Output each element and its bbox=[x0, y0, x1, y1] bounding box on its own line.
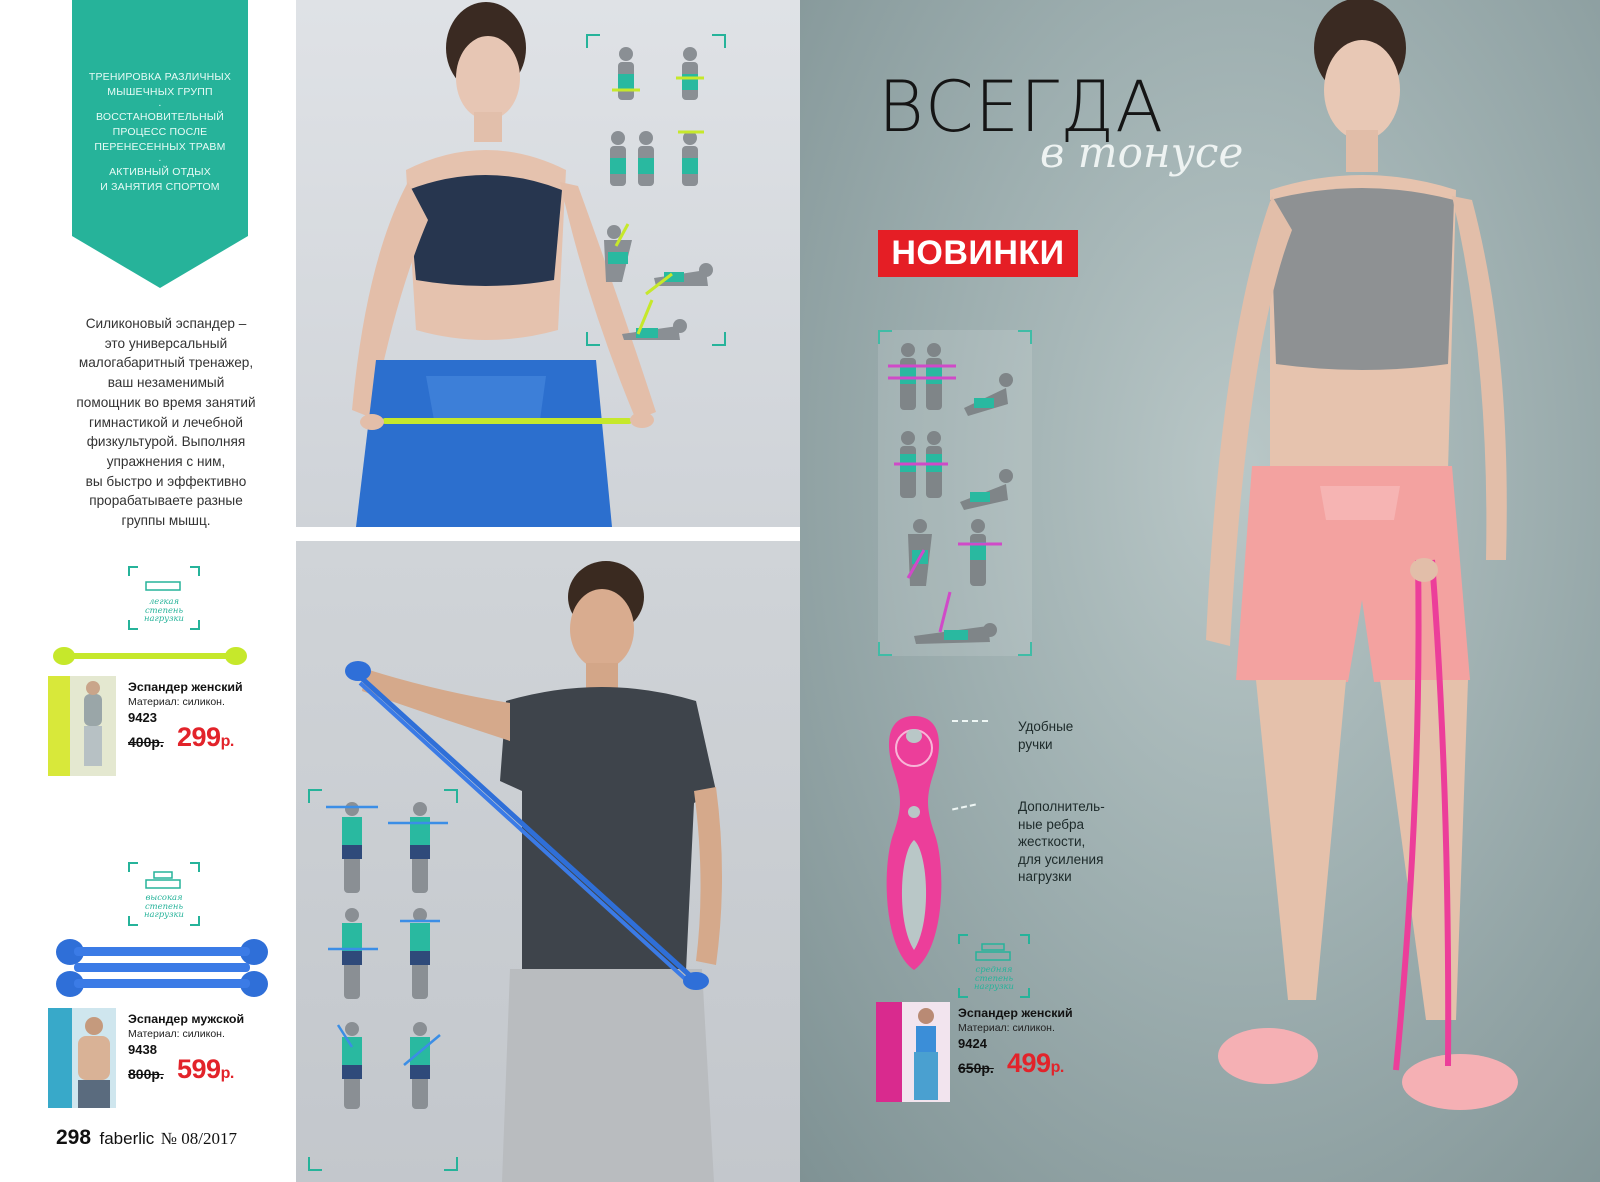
woman-lime-photo bbox=[296, 0, 800, 527]
product-thumbnail bbox=[876, 1002, 950, 1102]
callout-text: жесткости, bbox=[1018, 834, 1086, 849]
price-currency: р. bbox=[220, 733, 234, 750]
callout-handles bbox=[1018, 718, 1073, 753]
product-material: Материал: силикон. bbox=[958, 1022, 1055, 1034]
new-items-badge: НОВИНКИ bbox=[878, 230, 1078, 277]
old-price: 400р. bbox=[128, 734, 164, 750]
weight-icon bbox=[974, 942, 1014, 964]
description-line: ваш незаменимый bbox=[107, 375, 225, 391]
level-label: нагрузки bbox=[974, 981, 1014, 992]
brand-name: faberlic bbox=[99, 1129, 155, 1148]
level-label: степень bbox=[974, 972, 1013, 983]
old-price: 650р. bbox=[958, 1060, 994, 1076]
product-code: 9424 bbox=[958, 1036, 987, 1051]
price-value: 599 bbox=[177, 1054, 221, 1084]
level-label: нагрузки bbox=[144, 613, 184, 624]
product-card[interactable] bbox=[876, 1002, 1116, 1102]
product-material: Материал: силикон. bbox=[128, 696, 225, 708]
level-label: средняя bbox=[975, 964, 1013, 974]
product-name: Эспандер женский bbox=[958, 1006, 1073, 1020]
bullet-dot: · bbox=[158, 99, 162, 111]
product-card[interactable] bbox=[48, 1008, 288, 1108]
weight-icon bbox=[144, 870, 184, 892]
left-column bbox=[0, 0, 292, 1182]
pink-expander-image bbox=[880, 712, 948, 974]
price-value: 499 bbox=[1007, 1048, 1051, 1078]
description-line: это универсальный bbox=[104, 335, 228, 351]
benefit-line: АКТИВНЫЙ ОТДЫХ bbox=[109, 166, 211, 178]
description-line: помощник во время занятий bbox=[76, 394, 256, 410]
callout-text: для усиления bbox=[1018, 851, 1104, 867]
callout-text: Удобные bbox=[1018, 719, 1074, 734]
product-thumbnail bbox=[48, 1008, 116, 1108]
load-level-light-badge bbox=[128, 566, 200, 630]
product-card[interactable] bbox=[48, 676, 288, 776]
product-name: Эспандер мужской bbox=[128, 1012, 245, 1026]
callout-text: ные ребра bbox=[1018, 816, 1085, 832]
price-value: 299 bbox=[177, 722, 221, 752]
exercise-figures bbox=[586, 34, 726, 346]
bullet-dot: · bbox=[158, 154, 162, 166]
callout-line bbox=[952, 720, 988, 722]
callout-ribs bbox=[1018, 798, 1105, 886]
price-currency: р. bbox=[1050, 1059, 1064, 1076]
level-label: легкая bbox=[148, 596, 180, 606]
benefits-banner bbox=[72, 0, 248, 288]
exercise-guide-blue bbox=[308, 789, 458, 1171]
issue-number: № 08/2017 bbox=[160, 1129, 237, 1148]
price-currency: р. bbox=[220, 1065, 234, 1082]
description-line: прорабатываете разные bbox=[89, 493, 243, 509]
benefit-line: ПЕРЕНЕСЕННЫХ ТРАВМ bbox=[94, 141, 226, 153]
new-price bbox=[177, 1054, 234, 1085]
exercise-guide-pink bbox=[878, 330, 1032, 656]
new-price bbox=[1007, 1048, 1064, 1079]
description-line: Силиконовый эспандер – bbox=[85, 316, 247, 331]
description-line: вы быстро и эффективно bbox=[85, 473, 247, 489]
callout-text: ручки bbox=[1018, 736, 1053, 752]
level-label: степень bbox=[144, 900, 183, 911]
headline: ВСЕГДА bbox=[878, 66, 1165, 148]
callout-text: Дополнитель- bbox=[1018, 799, 1105, 814]
exercise-figures bbox=[878, 330, 1032, 656]
product-description bbox=[66, 314, 266, 531]
product-name: Эспандер женский bbox=[128, 680, 243, 694]
page-number: 298 bbox=[56, 1126, 92, 1149]
benefit-line: МЫШЕЧНЫХ ГРУПП bbox=[107, 86, 213, 98]
old-price: 800р. bbox=[128, 1066, 164, 1082]
weight-icon bbox=[144, 574, 184, 594]
benefits-list bbox=[72, 70, 248, 195]
exercise-figures bbox=[308, 789, 458, 1171]
benefit-line: ТРЕНИРОВКА РАЗЛИЧНЫХ bbox=[88, 71, 232, 83]
exercise-guide-lime bbox=[586, 34, 726, 346]
product-thumbnail bbox=[48, 676, 116, 776]
product-material: Материал: силикон. bbox=[128, 1028, 225, 1040]
man-blue-photo bbox=[296, 541, 800, 1182]
new-price bbox=[177, 722, 234, 753]
description-line: малогабаритный тренажер, bbox=[78, 355, 254, 371]
benefit-line: И ЗАНЯТИЯ СПОРТОМ bbox=[100, 181, 220, 193]
product-code: 9423 bbox=[128, 710, 157, 725]
lime-expander-image bbox=[52, 644, 248, 668]
description-line: физкультурой. Выполняя bbox=[86, 434, 246, 450]
load-level-medium-badge bbox=[958, 934, 1030, 998]
page-footer bbox=[56, 1126, 237, 1150]
description-line: упражнения с ним, bbox=[106, 453, 226, 469]
description-line: группы мышц. bbox=[121, 513, 211, 529]
blue-expander-image bbox=[54, 936, 270, 1000]
load-level-high-badge bbox=[128, 862, 200, 926]
benefit-line: ПРОЦЕСС ПОСЛЕ bbox=[112, 126, 208, 138]
description-line: гимнастикой и лечебной bbox=[89, 414, 243, 430]
callout-text: нагрузки bbox=[1018, 869, 1072, 884]
level-label: нагрузки bbox=[144, 909, 184, 920]
subheadline: в тонусе bbox=[1040, 128, 1244, 177]
benefit-line: ВОССТАНОВИТЕЛЬНЫЙ bbox=[95, 111, 225, 123]
product-code: 9438 bbox=[128, 1042, 157, 1057]
level-label: высокая bbox=[145, 892, 183, 902]
level-label: степень bbox=[144, 604, 183, 615]
